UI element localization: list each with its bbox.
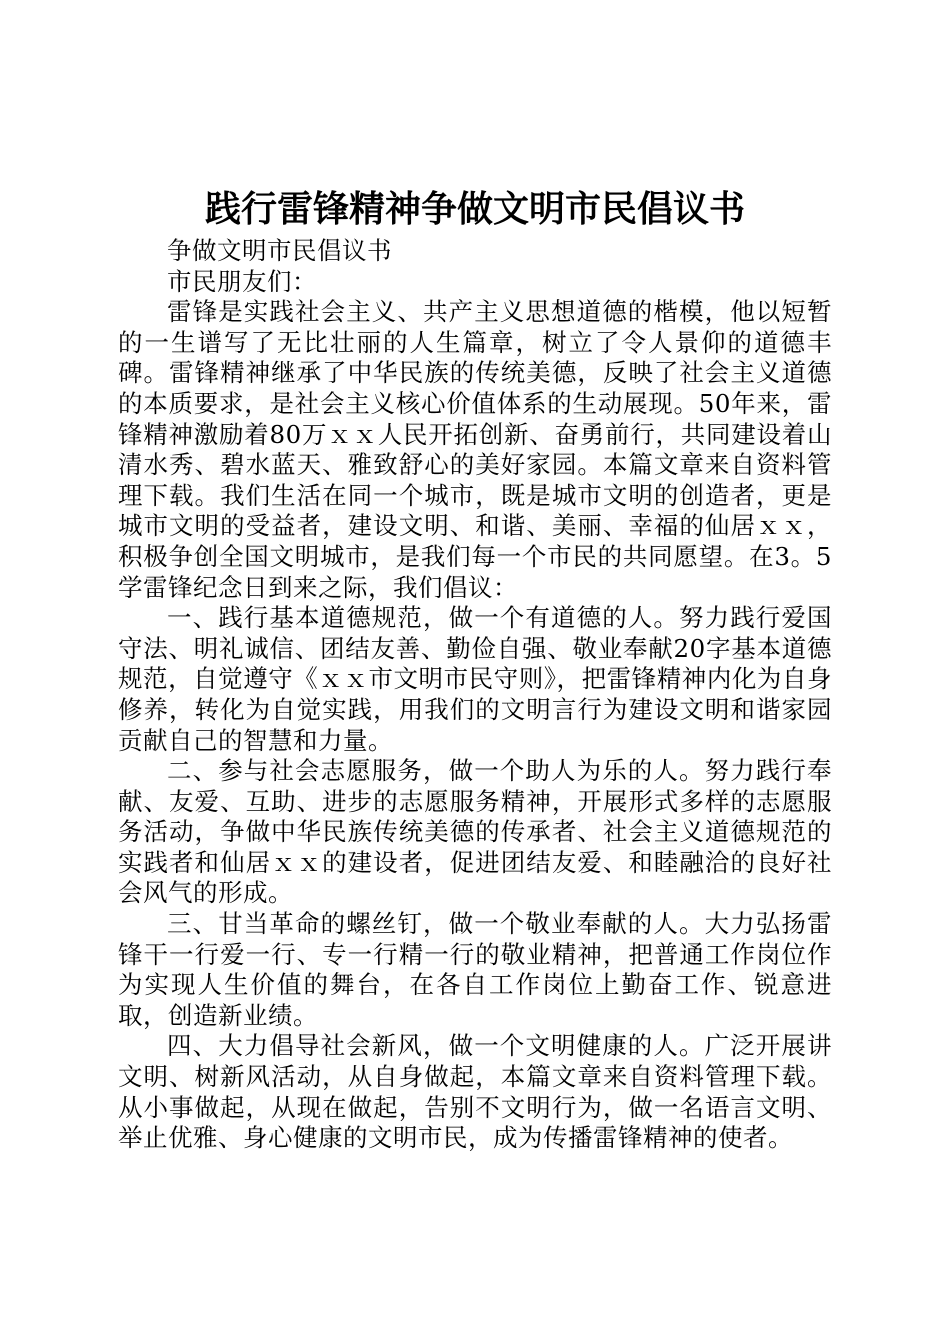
intro-paragraph: 雷锋是实践社会主义、共产主义思想道德的楷模，他以短暂的一生谱写了无比壮丽的人生篇章，树立了令人景仰的道德丰碑。雷锋精神继承了中华民族的传统美德，反映了社会主义道德的本质要求，是社会主义核心价值体系的生动展现。50年来，雷锋精神激励着80万ｘｘ人民开拓创新、奋勇前行，共同建设着山清水秀、碧水蓝天、雅致舒心的美好家园。本篇文章来自资料管理下载。我们生活在同一个城市，既是城市文明的创造者，更是城市文明的受益者，建设文明、和谐、美丽、幸福的仙居ｘｘ，积极争创全国文明城市，是我们每一个市民的共同愿望。在3。5学雷锋纪念日到来之际，我们倡议：	[118, 297, 832, 602]
document-body	[118, 236, 832, 1154]
proposal-paragraph-3: 三、甘当革命的螺丝钉，做一个敬业奉献的人。大力弘扬雷锋干一行爱一行、专一行精一行的敬业精神，把普通工作岗位作为实现人生价值的舞台，在各自工作岗位上勤奋工作、锐意进取，创造新业绩。	[118, 909, 832, 1030]
proposal-paragraph-4: 四、大力倡导社会新风，做一个文明健康的人。广泛开展讲文明、树新风活动，从自身做起，本篇文章来自资料管理下载。从小事做起，从现在做起，告别不文明行为，做一名语言文明、举止优雅、身心健康的文明市民，成为传播雷锋精神的使者。	[118, 1031, 832, 1153]
proposal-paragraph-2: 二、参与社会志愿服务，做一个助人为乐的人。努力践行奉献、友爱、互助、进步的志愿服务精神，开展形式多样的志愿服务活动，争做中华民族传统美德的传承者、社会主义道德规范的实践者和仙居ｘｘ的建设者，促进团结友爱、和睦融洽的良好社会风气的形成。	[118, 756, 832, 908]
salutation-paragraph: 市民朋友们：	[167, 266, 317, 296]
document-title: 践行雷锋精神争做文明市民倡议书	[204, 188, 745, 230]
subtitle-paragraph: 争做文明市民倡议书	[167, 236, 392, 265]
proposal-paragraph-1: 一、践行基本道德规范，做一个有道德的人。努力践行爱国守法、明礼诚信、团结友善、勤俭自强、敬业奉献20字基本道德规范，自觉遵守《ｘｘ市文明市民守则》，把雷锋精神内化为自身修养，转化为自觉实践，用我们的文明言行为建设文明和谐家园贡献自己的智慧和力量。	[118, 603, 832, 755]
